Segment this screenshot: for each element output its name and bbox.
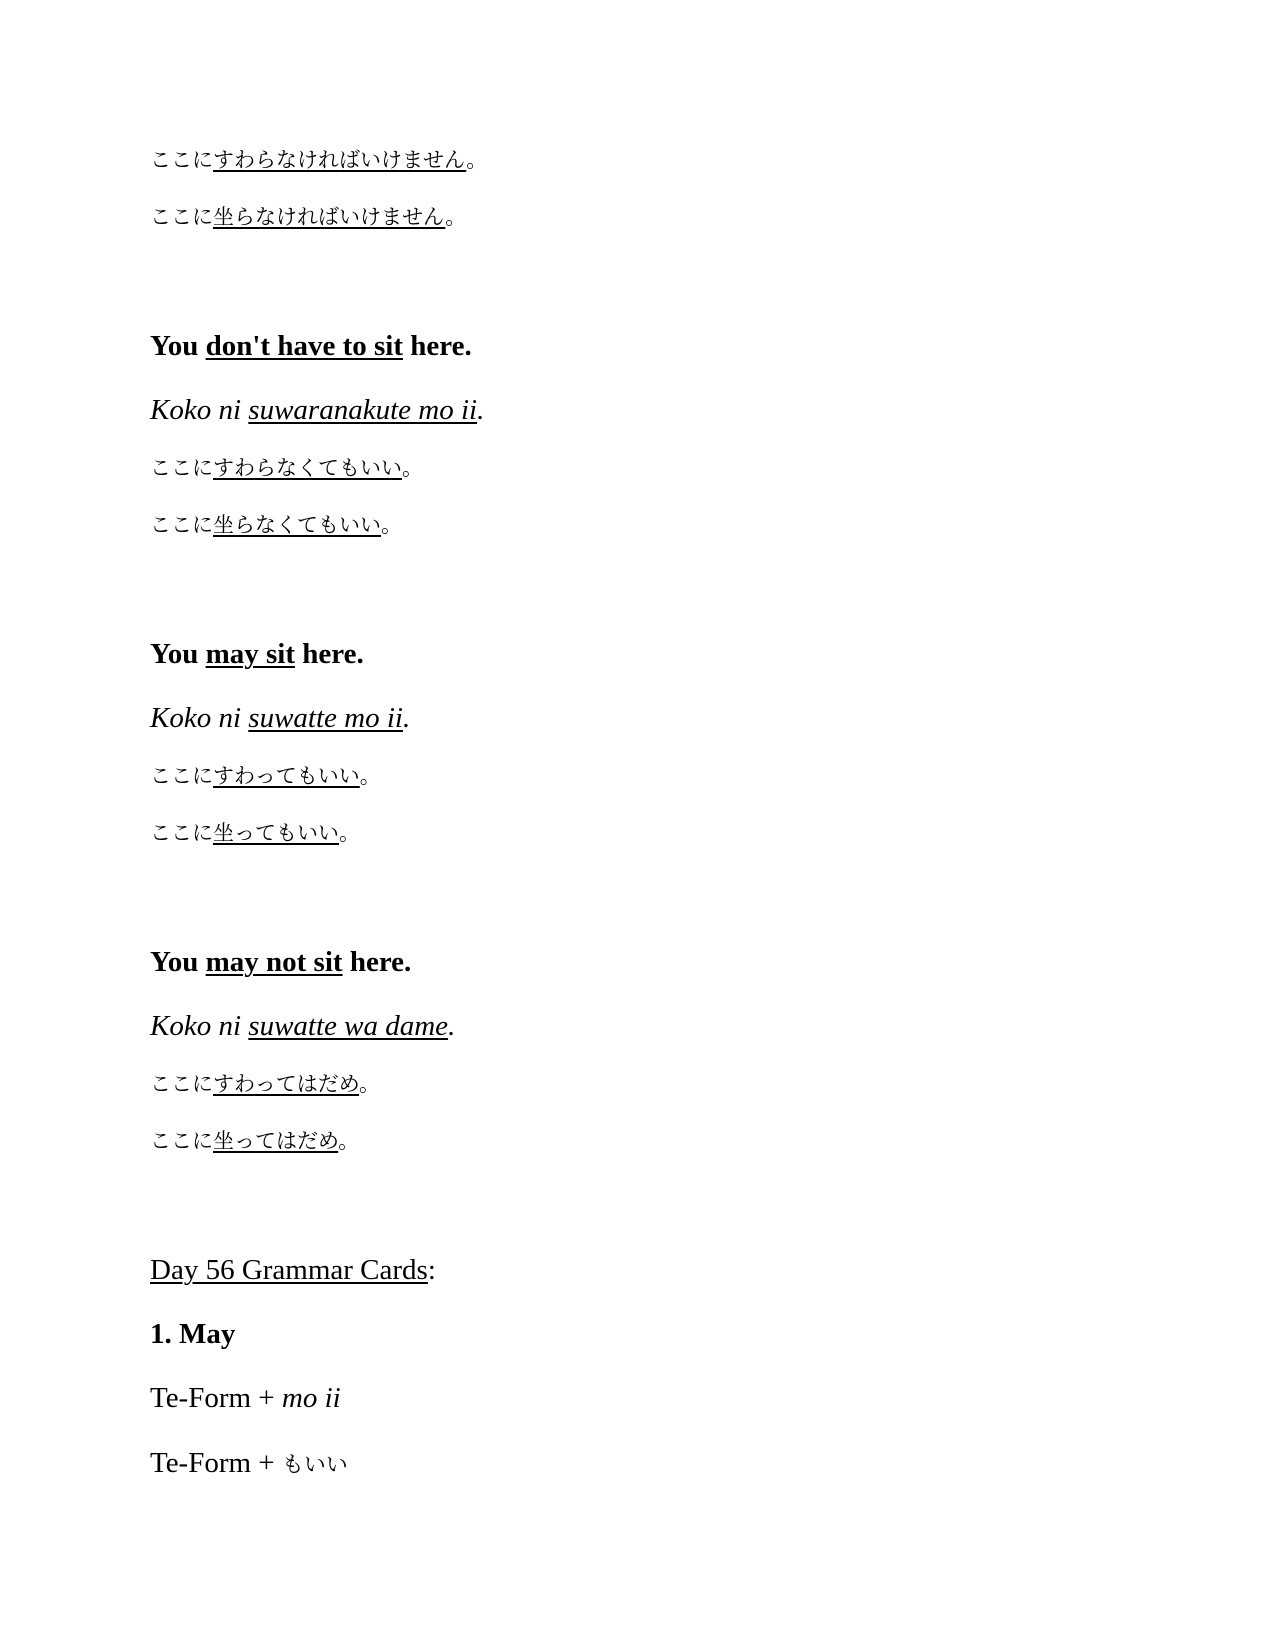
grammar-rule-kana xyxy=(150,1449,348,1478)
underlined-text: don't have to sit xyxy=(205,330,403,362)
underlined-text: may not sit xyxy=(205,946,343,978)
may-not-sit-kanji xyxy=(150,1131,359,1152)
underlined-text: may sit xyxy=(205,638,296,670)
must-sit-kana xyxy=(150,150,487,171)
text: ここに xyxy=(150,513,213,537)
underlined-text: すわってもいい xyxy=(213,764,360,788)
dont-have-to-kanji xyxy=(150,515,402,536)
text: ここに xyxy=(150,456,213,480)
text: . xyxy=(477,394,485,426)
text: Te-Form + xyxy=(150,1382,282,1414)
underlined-text: 坐らなくてもいい xyxy=(213,513,381,537)
text: ここに xyxy=(150,821,213,845)
text: . xyxy=(448,1010,456,1042)
text: 。 xyxy=(338,1129,360,1153)
underlined-text: 坐ってはだめ xyxy=(213,1129,339,1153)
may-not-sit-romaji xyxy=(150,1012,455,1041)
text: 。 xyxy=(339,821,360,845)
text: 。 xyxy=(359,764,381,788)
text: here. xyxy=(403,330,472,362)
text: 。 xyxy=(445,205,467,229)
japanese-text: もいい xyxy=(281,1453,348,1478)
may-not-sit-english xyxy=(150,948,411,977)
text: here. xyxy=(342,946,412,978)
may-sit-kana xyxy=(150,766,381,787)
text: here. xyxy=(295,638,364,670)
text: You xyxy=(150,330,206,362)
dont-have-to-kana xyxy=(150,458,423,479)
text: Koko ni xyxy=(150,1010,249,1042)
text: You xyxy=(150,946,206,978)
may-not-sit-kana xyxy=(150,1074,380,1095)
text: Koko ni xyxy=(150,394,249,426)
may-sit-romaji xyxy=(150,704,410,733)
grammar-card-title: 1. May xyxy=(150,1318,236,1350)
text: 。 xyxy=(358,1072,380,1096)
underlined-text: suwaranakute mo ii xyxy=(248,394,478,426)
underlined-text: 坐らなければいけません xyxy=(213,205,446,229)
text: ここに xyxy=(150,148,213,172)
dont-have-to-romaji xyxy=(150,396,484,425)
underlined-text: すわらなければいけません xyxy=(213,148,467,172)
underlined-text: suwatte wa dame xyxy=(248,1010,449,1042)
text: 。 xyxy=(402,456,423,480)
text: 。 xyxy=(381,513,402,537)
grammar-rule-romaji xyxy=(150,1384,341,1413)
must-sit-kanji xyxy=(150,207,466,228)
may-sit-kanji xyxy=(150,823,360,844)
underlined-text: すわらなくてもいい xyxy=(213,456,402,480)
underlined-text: suwatte mo ii xyxy=(248,702,403,734)
text: ここに xyxy=(150,1072,213,1096)
underlined-text: Day 56 Grammar Cards xyxy=(150,1254,428,1286)
text: ここに xyxy=(150,205,213,229)
italic-text: mo ii xyxy=(281,1382,341,1414)
underlined-text: すわってはだめ xyxy=(213,1072,359,1096)
grammar-cards-heading xyxy=(150,1256,436,1285)
text: ここに xyxy=(150,1129,213,1153)
underlined-text: 坐ってもいい xyxy=(213,821,339,845)
text: Te-Form + xyxy=(150,1447,282,1479)
may-sit-english xyxy=(150,640,364,669)
text: You xyxy=(150,638,206,670)
text: . xyxy=(402,702,411,734)
text: Koko ni xyxy=(150,702,249,734)
text: ここに xyxy=(150,764,213,788)
text: : xyxy=(427,1254,436,1286)
dont-have-to-english xyxy=(150,332,472,361)
text: 。 xyxy=(466,148,488,172)
